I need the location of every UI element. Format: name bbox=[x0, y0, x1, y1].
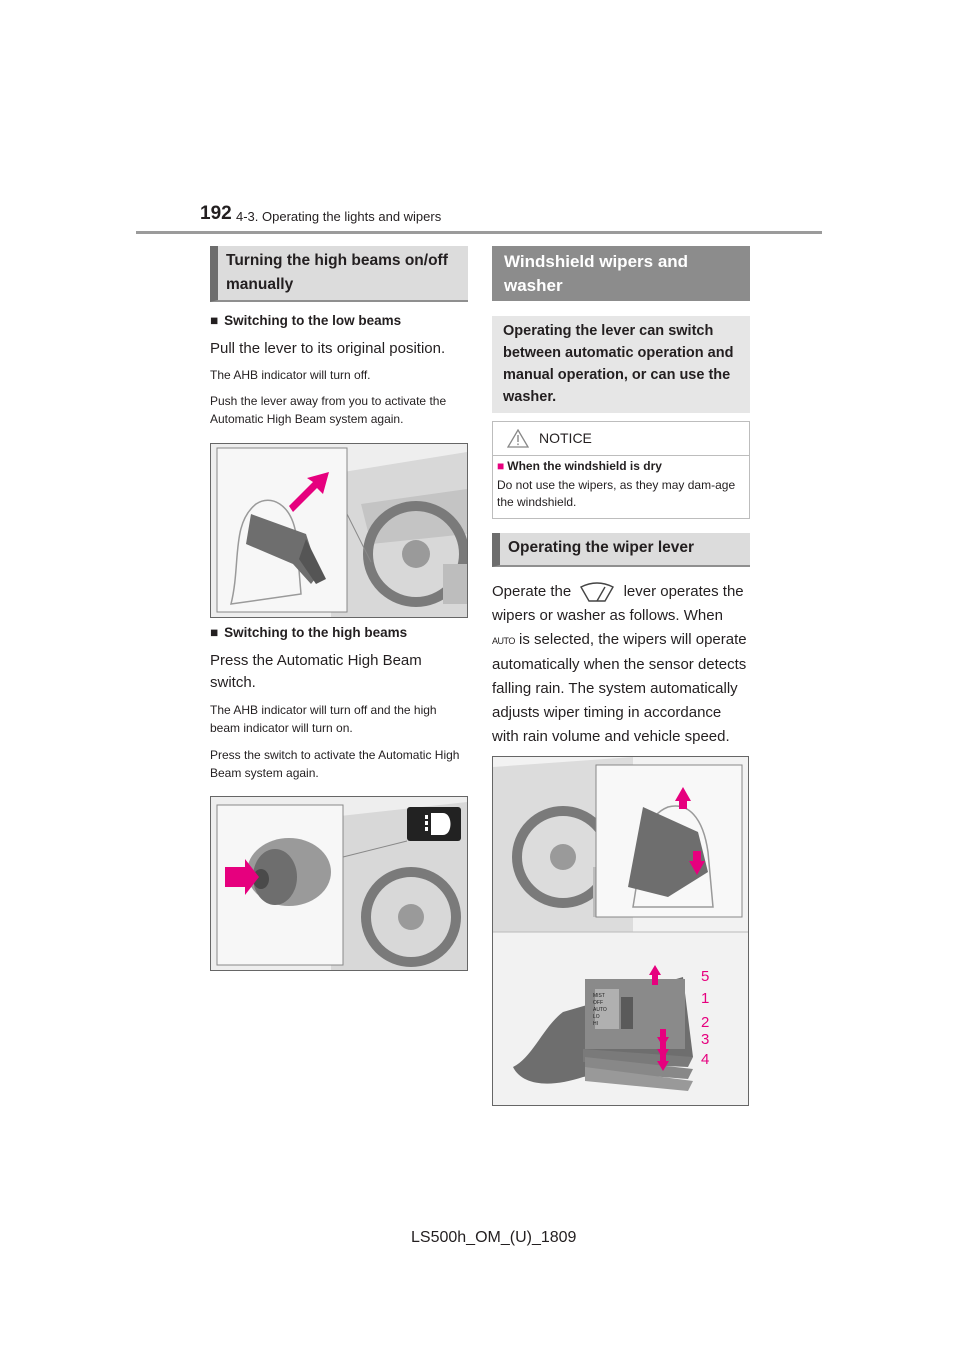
low-beams-note-2: Push the lever away from you to activate the Automatic High Beam system again. bbox=[210, 394, 447, 426]
section-title-wiper-lever: Operating the wiper lever bbox=[492, 533, 750, 567]
wipers-lead-text: Operating the lever can switch between automatic operation and manual operation, or can use the washer. bbox=[492, 316, 750, 413]
bullet-square-icon: ■ bbox=[210, 625, 219, 640]
low-beam-lever-illustration bbox=[210, 443, 468, 618]
header-divider bbox=[136, 231, 822, 234]
high-beams-note-1: The AHB indicator will turn off and the high beam indicator will turn on. bbox=[210, 703, 437, 735]
warning-triangle-icon bbox=[507, 429, 529, 448]
bullet-square-icon: ■ bbox=[210, 313, 219, 328]
low-beams-instruction: Pull the lever to its original position. bbox=[210, 340, 446, 357]
page-number: 192 bbox=[200, 203, 232, 224]
diagram-label-4: 4 bbox=[701, 1051, 710, 1068]
section-title-wipers: Windshield wipers and washer bbox=[492, 246, 750, 301]
notice-label: NOTICE bbox=[539, 430, 592, 446]
svg-text:OFF: OFF bbox=[593, 1000, 603, 1006]
diagram-label-1: 1 bbox=[701, 990, 710, 1007]
svg-text:HI: HI bbox=[593, 1021, 598, 1027]
notice-text: Do not use the wipers, as they may dam-age the windshield. bbox=[497, 478, 736, 509]
wiper-lever-paragraph: Operate the lever operates the wipers or washer as follows. When AUTO is selected, the wipers will operate automatically when the sensor detects falling rain. The system automatically adjusts wiper timing in accordance with rain volume and vehicle speed. bbox=[492, 583, 747, 745]
wiper-icon bbox=[575, 581, 619, 603]
section-title-high-beams: Turning the high beams on/off manually bbox=[210, 246, 468, 302]
low-beams-note-1: The AHB indicator will turn off. bbox=[210, 368, 371, 382]
high-beams-instruction: Press the Automatic High Beam switch. bbox=[210, 652, 422, 691]
auto-glyph: AUTO bbox=[492, 636, 515, 646]
document-code-footer: LS500h_OM_(U)_1809 bbox=[411, 1229, 577, 1246]
low-beams-heading: ■ Switching to the low beams bbox=[210, 313, 402, 328]
svg-text:AUTO: AUTO bbox=[593, 1007, 607, 1013]
bullet-square-icon: ■ bbox=[497, 459, 505, 473]
notice-header bbox=[493, 422, 749, 456]
notice-box bbox=[492, 421, 750, 519]
section-header: 4-3. Operating the lights and wipers bbox=[236, 209, 442, 224]
high-beams-note-2: Press the switch to activate the Automatic High Beam system again. bbox=[210, 748, 460, 780]
diagram-label-5: 5 bbox=[701, 968, 710, 985]
svg-text:MIST: MIST bbox=[593, 993, 605, 999]
diagram-label-2: 2 bbox=[701, 1014, 710, 1031]
wiper-lever-illustration bbox=[492, 756, 749, 1106]
svg-text:LO: LO bbox=[593, 1014, 600, 1020]
notice-heading: ■ When the windshield is dry bbox=[497, 459, 662, 473]
high-beams-heading: ■ Switching to the high beams bbox=[210, 625, 408, 640]
diagram-label-3: 3 bbox=[701, 1031, 710, 1048]
high-beam-switch-illustration bbox=[210, 796, 468, 971]
